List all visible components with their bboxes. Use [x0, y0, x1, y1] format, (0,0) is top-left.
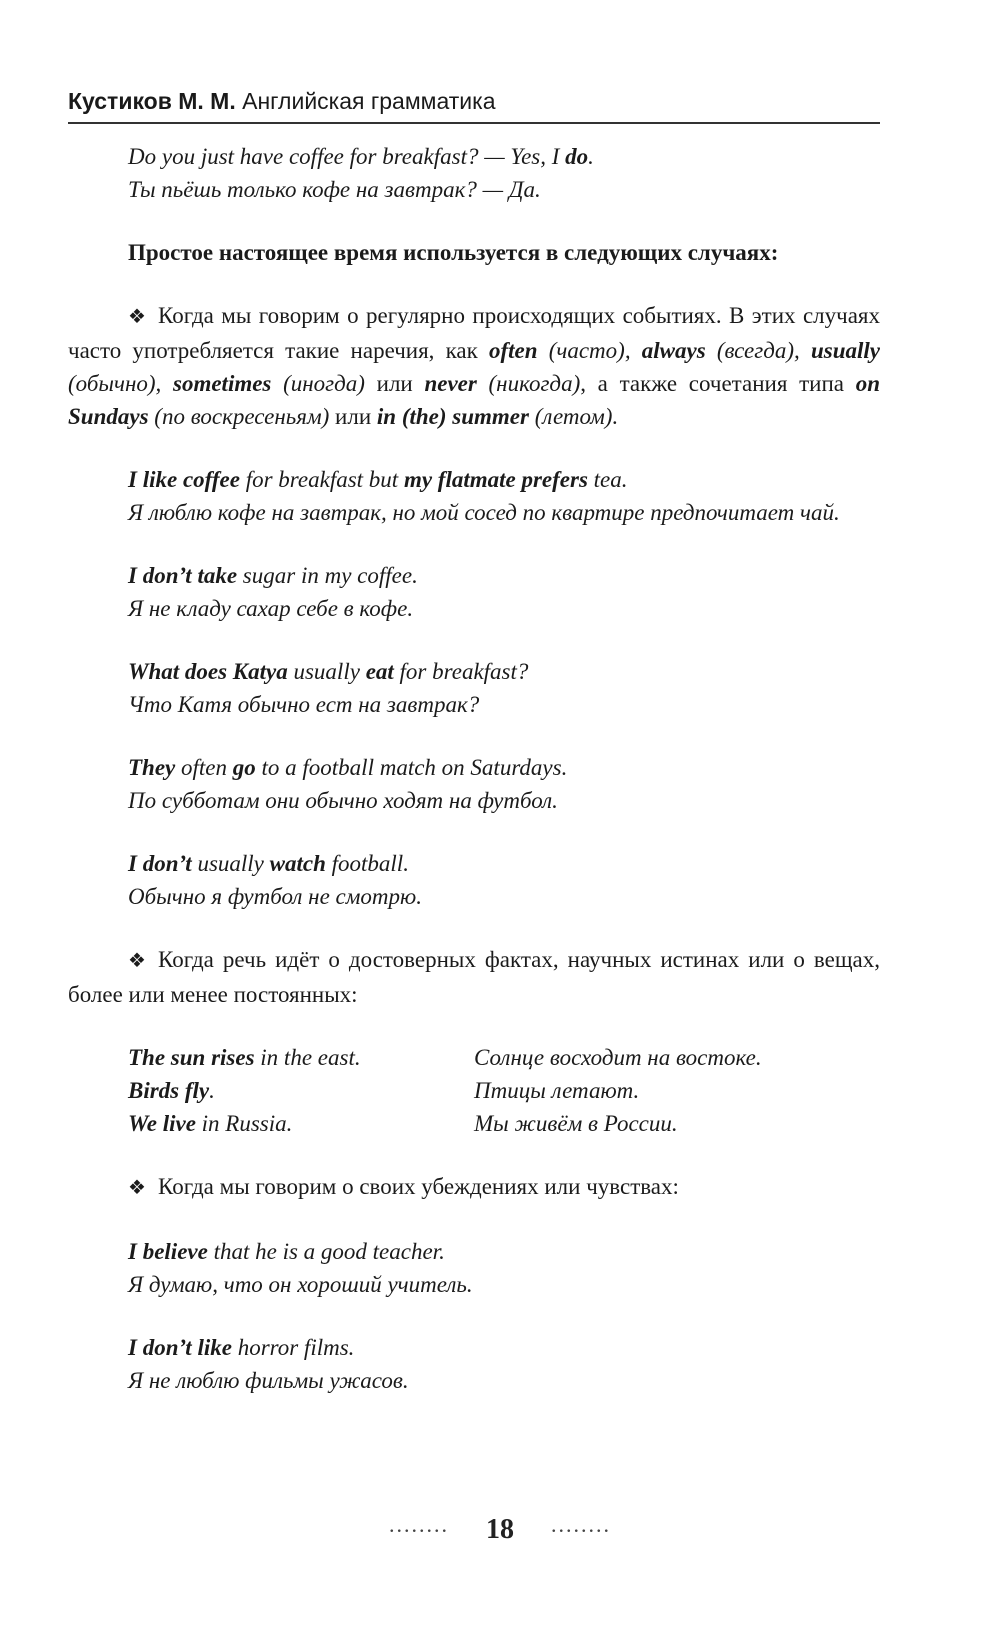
adverb-term: in (the) summer: [376, 404, 529, 429]
intro-example-ru: Ты пьёшь только кофе на завтрак? — Да.: [128, 177, 541, 202]
verb-phrase: my flatmate prefers: [403, 467, 588, 492]
regular-example: [128, 559, 880, 625]
text-run: (всегда),: [705, 338, 811, 363]
text-run: Когда мы говорим о регулярно происходящих событиях. В этих случаях часто употребляется такие наречия, как: [68, 303, 880, 363]
fact-row: [128, 1074, 762, 1107]
text-run: sugar in my coffee.: [237, 563, 418, 588]
text-run: usually: [287, 659, 366, 684]
belief-example: [128, 1331, 880, 1397]
example-ru: Я не кладу сахар себе в кофе.: [128, 596, 414, 621]
example-en: [128, 1331, 880, 1364]
adverb-term: on Sundays: [68, 371, 880, 429]
belief-example: [128, 1235, 880, 1301]
example-en: [128, 751, 880, 784]
example-ru: Я думаю, что он хороший учитель.: [128, 1272, 473, 1297]
intro-example-en: Do you just have coffee for breakfast? — Yes, I do.: [128, 144, 594, 169]
example-en: [128, 463, 880, 496]
text-run: tea.: [587, 467, 628, 492]
text-run: usually: [191, 851, 270, 876]
verb-phrase: I don’t take: [128, 563, 238, 588]
verb-phrase: watch: [269, 851, 326, 876]
verb-phrase: I like coffee: [128, 467, 240, 492]
case-regular-events: [68, 299, 880, 433]
verb-phrase: The sun rises: [128, 1045, 255, 1070]
intro-example: [128, 140, 880, 206]
regular-example: [128, 655, 880, 721]
page-footer: [0, 1512, 1000, 1546]
example-ru: Я люблю кофе на завтрак, но мой сосед по квартире предпочитает чай.: [128, 500, 840, 525]
regular-example: [128, 751, 880, 817]
footer-dots-right: ........: [551, 1512, 611, 1537]
verb-phrase: I believe: [128, 1239, 208, 1264]
regular-example: [128, 463, 880, 529]
adverb-term: sometimes: [173, 371, 272, 396]
text-run: football.: [325, 851, 409, 876]
text-run: (часто),: [537, 338, 642, 363]
text-run: (никогда): [476, 371, 581, 396]
bullet-diamond-icon: ❖: [128, 306, 146, 328]
example-ru: По субботам они обычно ходят на футбол.: [128, 788, 558, 813]
text-run: (обычно),: [68, 371, 173, 396]
fact-row: [128, 1107, 762, 1140]
header-author: Кустиков М. М.: [68, 88, 236, 114]
fact-en: [128, 1041, 474, 1074]
text-run: или: [364, 371, 425, 396]
text-run: (летом).: [528, 404, 619, 429]
verb-phrase: We live: [128, 1111, 196, 1136]
adverb-term: never: [424, 371, 477, 396]
example-en: [128, 559, 880, 592]
adverb-term: often: [488, 338, 538, 363]
footer-dots-left: ........: [389, 1512, 449, 1537]
text-run: in Russia.: [195, 1111, 293, 1136]
regular-example: [128, 847, 880, 913]
verb-phrase: What does Katya: [128, 659, 288, 684]
examples-beliefs: [68, 1235, 880, 1427]
text-run: for breakfast but: [239, 467, 404, 492]
text-run: (по воскресеньям): [148, 404, 330, 429]
text-run: .: [209, 1078, 215, 1103]
example-ru: Я не люблю фильмы ужасов.: [128, 1368, 409, 1393]
verb-phrase: Birds fly: [128, 1078, 210, 1103]
verb-phrase: They: [128, 755, 176, 780]
example-en: [128, 655, 880, 688]
example-ru: Обычно я футбол не смотрю.: [128, 884, 423, 909]
fact-ru: Птицы летают.: [474, 1078, 640, 1103]
header-book-title: Английская грамматика: [242, 88, 496, 114]
example-ru: Что Катя обычно ест на завтрак?: [128, 692, 480, 717]
text-run: (иногда): [271, 371, 365, 396]
verb-phrase: I don’t like: [128, 1335, 232, 1360]
section-heading: Простое настоящее время используется в следующих случаях:: [128, 240, 779, 265]
case-facts-text: Когда речь идёт о достоверных фактах, научных истинах или о вещах, более или менее постоянных:: [68, 947, 880, 1007]
case-beliefs-text: Когда мы говорим о своих убеждениях или чувствах:: [158, 1174, 679, 1199]
example-en: [128, 1235, 880, 1268]
fact-ru: Солнце восходит на востоке.: [474, 1045, 762, 1070]
fact-en: [128, 1107, 474, 1140]
case-regular-events-text: [68, 303, 880, 429]
adverb-term: always: [641, 338, 706, 363]
examples-regular-events: [68, 463, 880, 943]
case-beliefs: [68, 1170, 880, 1205]
text-run: , а также сочетания типа: [580, 371, 856, 396]
bullet-diamond-icon: ❖: [128, 950, 146, 972]
text-run: that he is a good teacher.: [207, 1239, 445, 1264]
page-body: [68, 140, 880, 1427]
text-run: often: [175, 755, 233, 780]
running-header: [68, 86, 880, 124]
adverb-term: usually: [810, 338, 880, 363]
fact-en: [128, 1074, 474, 1107]
text-run: to a football match on Saturdays.: [255, 755, 568, 780]
verb-phrase: I don’t: [128, 851, 192, 876]
text-run: horror films.: [231, 1335, 355, 1360]
text-run: in the east.: [254, 1045, 361, 1070]
text-run: for breakfast?: [393, 659, 529, 684]
example-en: [128, 847, 880, 880]
case-facts: [68, 943, 880, 1011]
text-run: или: [329, 404, 377, 429]
page-number: 18: [486, 1514, 514, 1545]
verb-phrase: go: [232, 755, 256, 780]
bullet-diamond-icon: ❖: [128, 1177, 146, 1199]
fact-row: [128, 1041, 762, 1074]
verb-phrase: eat: [365, 659, 394, 684]
facts-table: [128, 1041, 762, 1140]
fact-ru: Мы живём в России.: [474, 1111, 678, 1136]
